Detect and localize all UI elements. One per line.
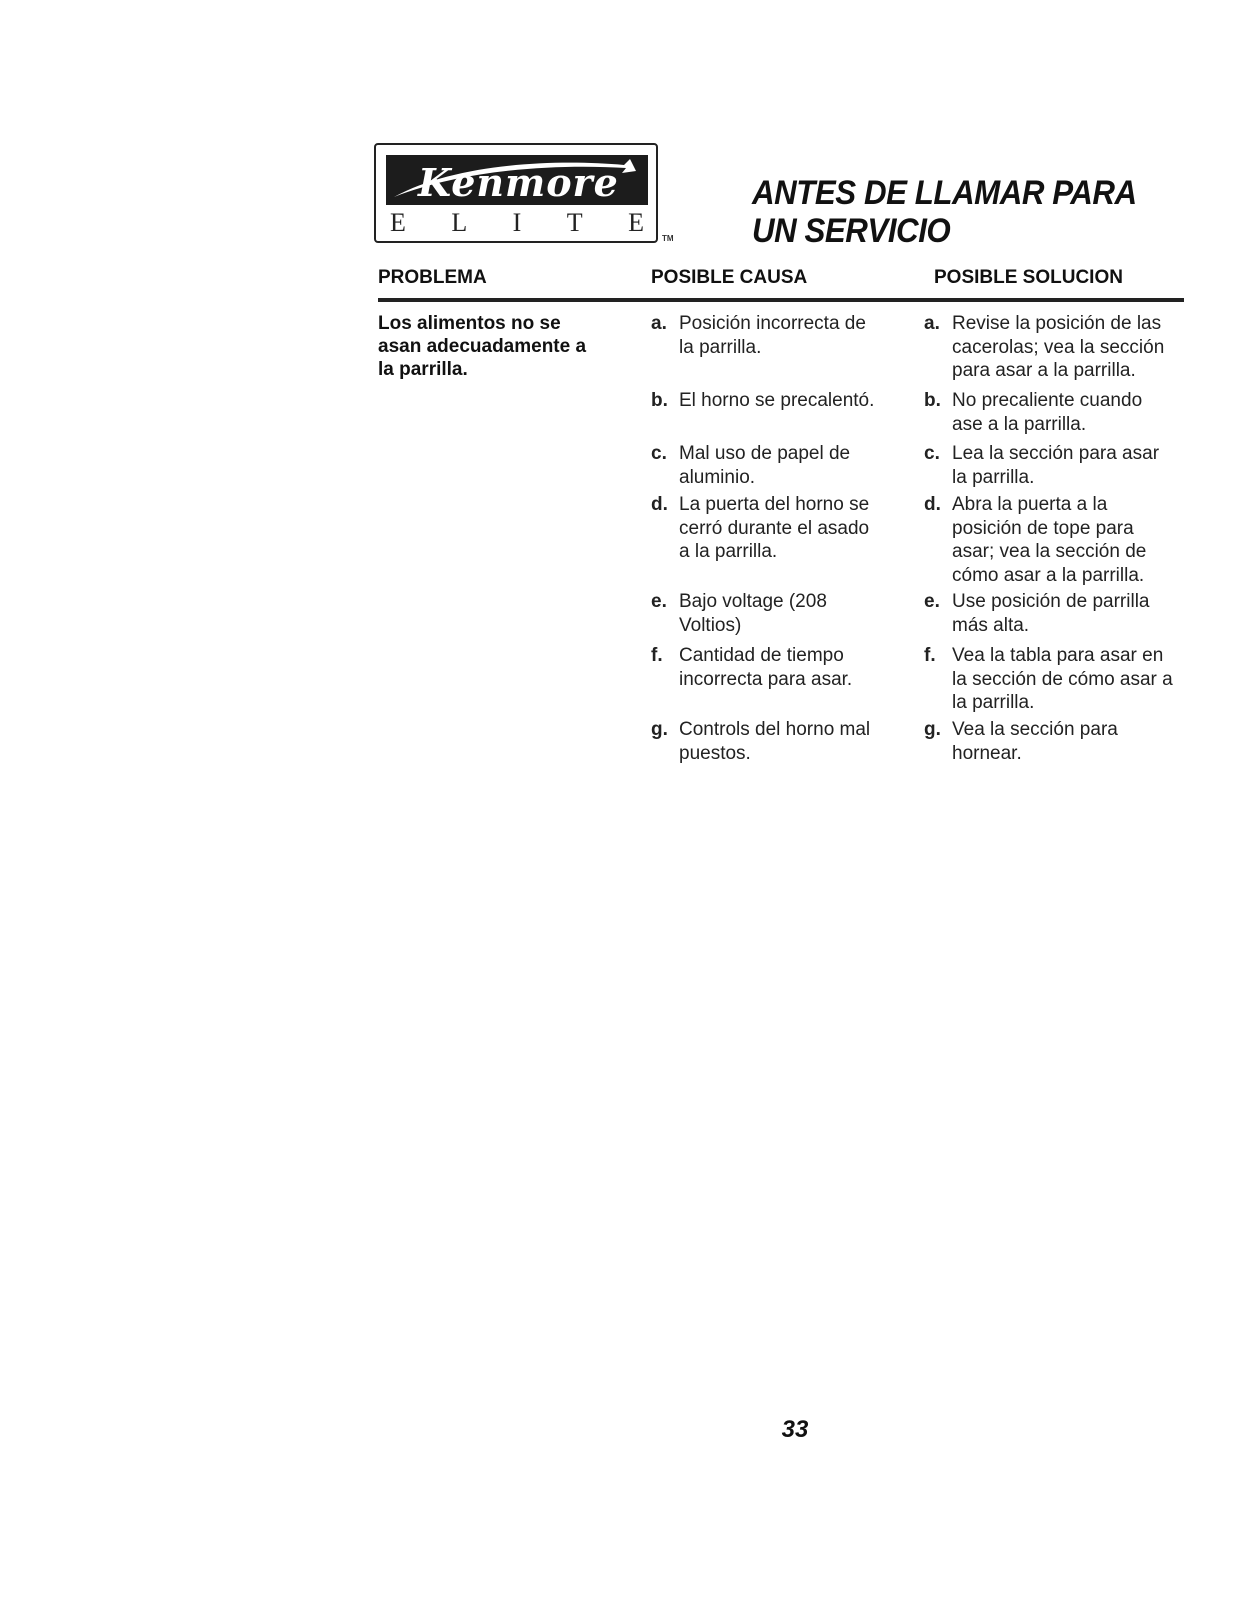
item-letter: b. bbox=[924, 390, 941, 411]
header-divider bbox=[378, 298, 1184, 302]
problem-text: Los alimentos no se asan adecuadamente a la parrilla. bbox=[378, 313, 587, 380]
logo-black-band bbox=[386, 155, 648, 205]
solution-text: Use posición de parrilla más alta. bbox=[952, 591, 1150, 636]
item-letter: e. bbox=[924, 591, 940, 612]
solution-item-b bbox=[924, 389, 1186, 436]
item-letter: d. bbox=[651, 494, 668, 515]
logo-letter: E bbox=[390, 208, 406, 237]
cause-text: Posición incorrecta de la parrilla. bbox=[679, 313, 866, 358]
solution-item-f bbox=[924, 644, 1186, 715]
cause-text: Bajo voltage (208 Voltios) bbox=[679, 591, 827, 636]
page-title-line-1: ANTES DE LLAMAR PARA bbox=[752, 174, 1137, 212]
page-number: 33 bbox=[781, 1416, 809, 1443]
solution-text: Revise la posición de las cacerolas; vea la sección para asar a la parrilla. bbox=[952, 313, 1165, 381]
logo-elite-letters bbox=[390, 209, 644, 237]
cause-text: El horno se precalentó. bbox=[679, 390, 875, 411]
cause-item-b bbox=[651, 389, 901, 413]
solution-text: Lea la sección para asar la parrilla. bbox=[952, 443, 1160, 488]
solution-text: Abra la puerta a la posición de tope para asar; vea la sección de cómo asar a la parrilla. bbox=[952, 494, 1147, 586]
kenmore-elite-logo bbox=[374, 143, 658, 243]
item-letter: f. bbox=[924, 645, 936, 666]
cause-item-f bbox=[651, 644, 901, 691]
item-letter: d. bbox=[924, 494, 941, 515]
column-header-problem: PROBLEMA bbox=[378, 267, 487, 288]
solution-item-a bbox=[924, 312, 1186, 383]
item-letter: a. bbox=[924, 313, 940, 334]
item-letter: a. bbox=[651, 313, 667, 334]
cause-text: Cantidad de tiempo incorrecta para asar. bbox=[679, 645, 853, 690]
solution-text: No precaliente cuando ase a la parrilla. bbox=[952, 390, 1143, 435]
solution-text: Vea la sección para hornear. bbox=[952, 719, 1118, 764]
cause-item-d bbox=[651, 493, 901, 564]
solution-text: Vea la tabla para asar en la sección de cómo asar a la parrilla. bbox=[952, 645, 1173, 713]
cause-item-a bbox=[651, 312, 901, 359]
page-title-line-2: UN SERVICIO bbox=[752, 212, 951, 250]
solution-item-d bbox=[924, 493, 1186, 587]
cause-text: Controls del horno mal puestos. bbox=[679, 719, 871, 764]
trademark-mark: TM bbox=[662, 234, 674, 243]
item-letter: c. bbox=[924, 443, 940, 464]
logo-letter: I bbox=[512, 208, 522, 237]
item-letter: f. bbox=[651, 645, 663, 666]
logo-letter: L bbox=[451, 208, 468, 237]
cause-text: La puerta del horno se cerró durante el asado a la parrilla. bbox=[679, 494, 870, 562]
item-letter: c. bbox=[651, 443, 667, 464]
logo-brand-text: Kenmore bbox=[418, 160, 619, 205]
item-letter: e. bbox=[651, 591, 667, 612]
page-title bbox=[752, 174, 1137, 250]
item-letter: g. bbox=[651, 719, 668, 740]
logo-letter: E bbox=[628, 208, 644, 237]
logo-letter: T bbox=[566, 208, 583, 237]
cause-item-e bbox=[651, 590, 901, 637]
item-letter: g. bbox=[924, 719, 941, 740]
solution-item-e bbox=[924, 590, 1186, 637]
item-letter: b. bbox=[651, 390, 668, 411]
column-header-cause: POSIBLE CAUSA bbox=[651, 267, 808, 288]
solution-item-g bbox=[924, 718, 1186, 765]
column-header-solution: POSIBLE SOLUCION bbox=[934, 267, 1123, 288]
cause-item-c bbox=[651, 442, 901, 489]
cause-text: Mal uso de papel de aluminio. bbox=[679, 443, 851, 488]
solution-item-c bbox=[924, 442, 1186, 489]
cause-item-g bbox=[651, 718, 901, 765]
